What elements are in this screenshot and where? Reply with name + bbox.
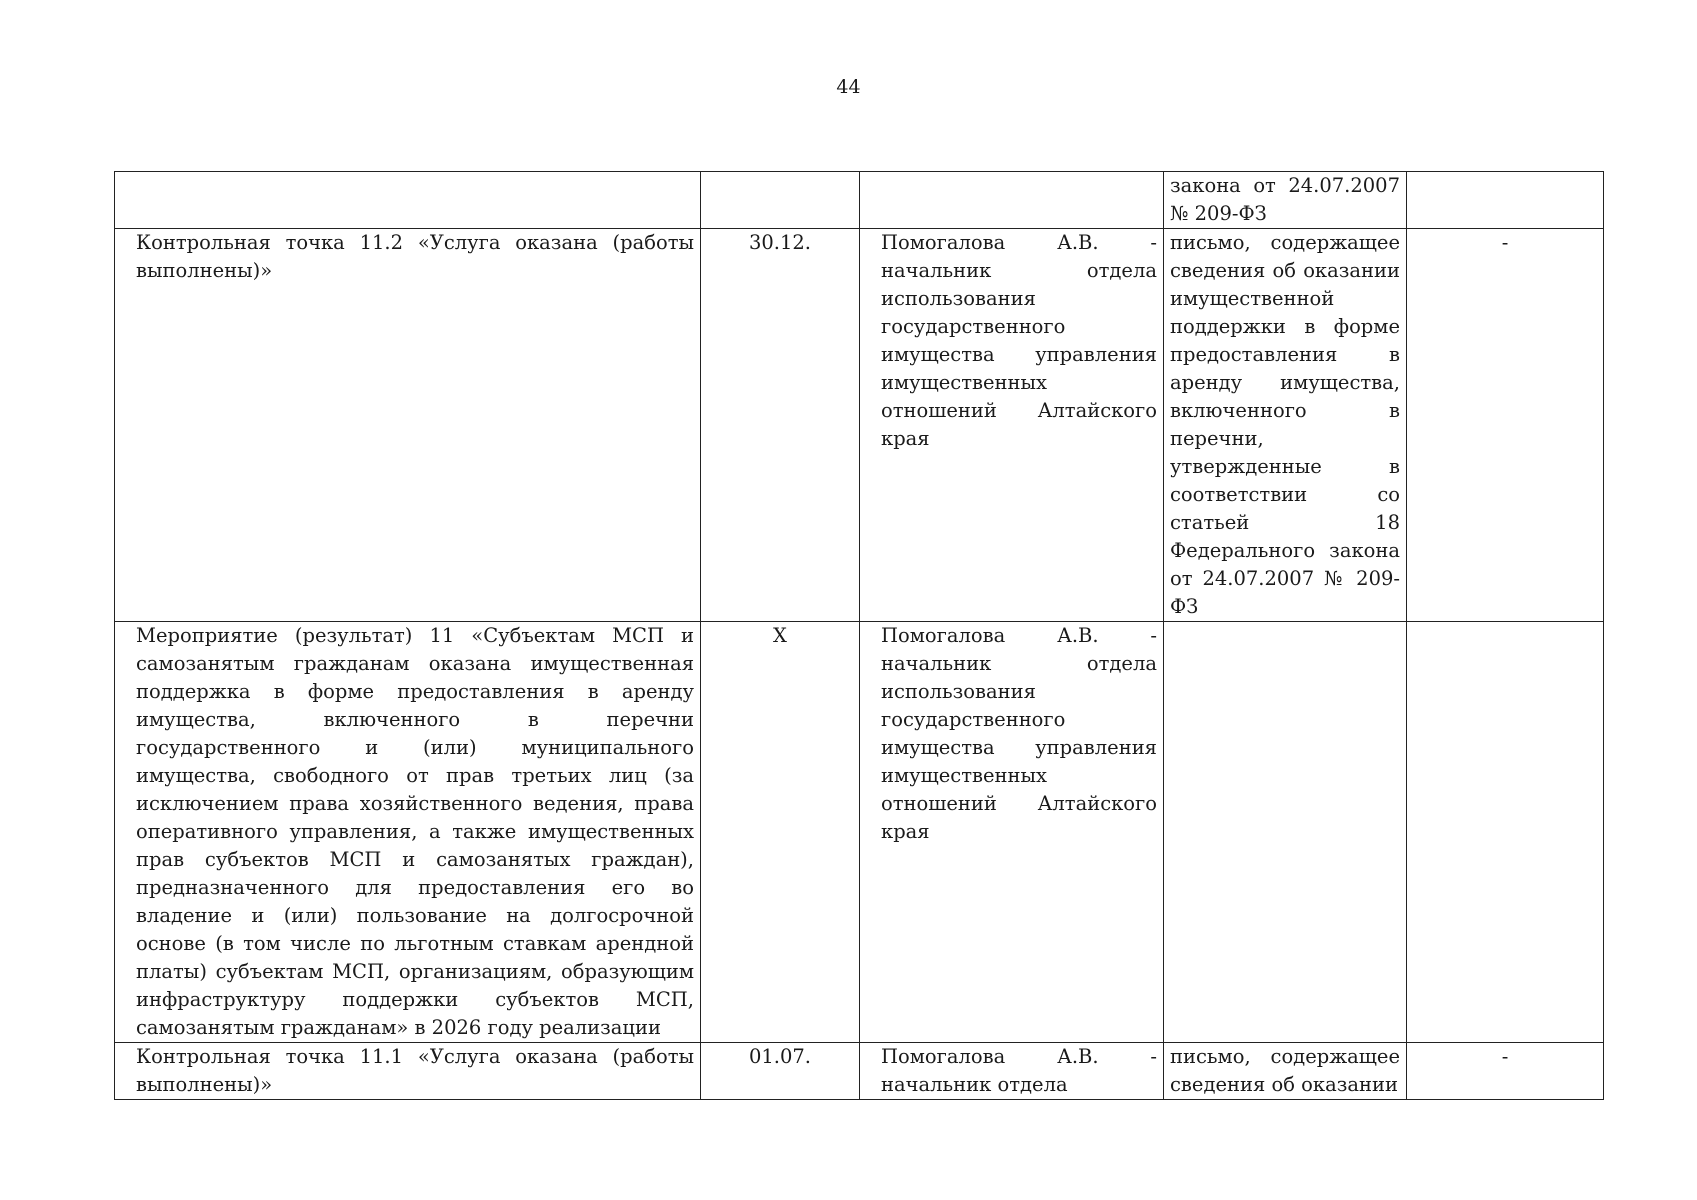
date-cell bbox=[701, 229, 860, 622]
date-cell bbox=[701, 1043, 860, 1100]
responsible-text: Помогалова А.В. - начальник отдела использования государственного имущества управления имущественных отношений Алтайского края bbox=[881, 624, 1157, 843]
table-row bbox=[115, 1043, 1604, 1100]
document-text: письмо, содержащее сведения об оказании имущественной поддержки в форме предоставления в аренду имущества, включенного в перечни, утвержденные в соответствии со статьей 18 Федерального закона от 24.07.2007 № 209-ФЗ bbox=[1170, 231, 1400, 618]
event-cell bbox=[115, 1043, 701, 1100]
page-number: 44 bbox=[836, 76, 861, 98]
event-text: Контрольная точка 11.2 «Услуга оказана (работы выполнены)» bbox=[136, 231, 694, 282]
document-cell bbox=[1164, 172, 1407, 229]
extra-cell bbox=[1407, 172, 1604, 229]
date-cell bbox=[701, 172, 860, 229]
event-text: Контрольная точка 11.1 «Услуга оказана (работы выполнены)» bbox=[136, 1045, 694, 1096]
table-row bbox=[115, 229, 1604, 622]
document-cell bbox=[1164, 229, 1407, 622]
event-text: Мероприятие (результат) 11 «Субъектам МСП и самозанятым гражданам оказана имущественная поддержка в форме предоставления в аренду имущества, включенного в перечни государственного и (или) муниципального имущества, свободного от прав третьих лиц (за исключением права хозяйственного ведения, права оперативного управления, а также имущественных прав субъектов МСП и самозанятых граждан), предназначенного для предоставления его во владение и (или) пользование на долгосрочной основе (в том числе по льготным ставкам арендной платы) субъектам МСП, организациям, образующим инфраструктуру поддержки субъектов МСП, самозанятым гражданам» в 2026 году реализации bbox=[136, 624, 694, 1039]
date-text: 30.12. bbox=[748, 231, 812, 254]
responsible-text: Помогалова А.В. - начальник отдела использования государственного имущества управления имущественных отношений Алтайского края bbox=[881, 231, 1157, 450]
document-text: письмо, содержащее сведения об оказании bbox=[1170, 1045, 1400, 1096]
event-cell bbox=[115, 622, 701, 1043]
responsible-cell bbox=[860, 172, 1164, 229]
document-cell bbox=[1164, 1043, 1407, 1100]
document-text: закона от 24.07.2007 № 209-ФЗ bbox=[1170, 174, 1400, 225]
table-row bbox=[115, 172, 1604, 229]
date-cell bbox=[701, 622, 860, 1043]
date-text: X bbox=[773, 624, 787, 647]
extra-cell bbox=[1407, 622, 1604, 1043]
responsible-cell bbox=[860, 1043, 1164, 1100]
event-cell bbox=[115, 172, 701, 229]
responsible-cell bbox=[860, 229, 1164, 622]
date-text: 01.07. bbox=[748, 1045, 812, 1068]
extra-text: - bbox=[1501, 1045, 1509, 1068]
table-row bbox=[115, 622, 1604, 1043]
document-cell bbox=[1164, 622, 1407, 1043]
event-cell bbox=[115, 229, 701, 622]
responsible-cell bbox=[860, 622, 1164, 1043]
extra-text: - bbox=[1501, 231, 1509, 254]
responsible-text: Помогалова А.В. - начальник отдела bbox=[881, 1045, 1157, 1096]
extra-cell bbox=[1407, 229, 1604, 622]
plan-table bbox=[114, 171, 1604, 1100]
extra-cell bbox=[1407, 1043, 1604, 1100]
